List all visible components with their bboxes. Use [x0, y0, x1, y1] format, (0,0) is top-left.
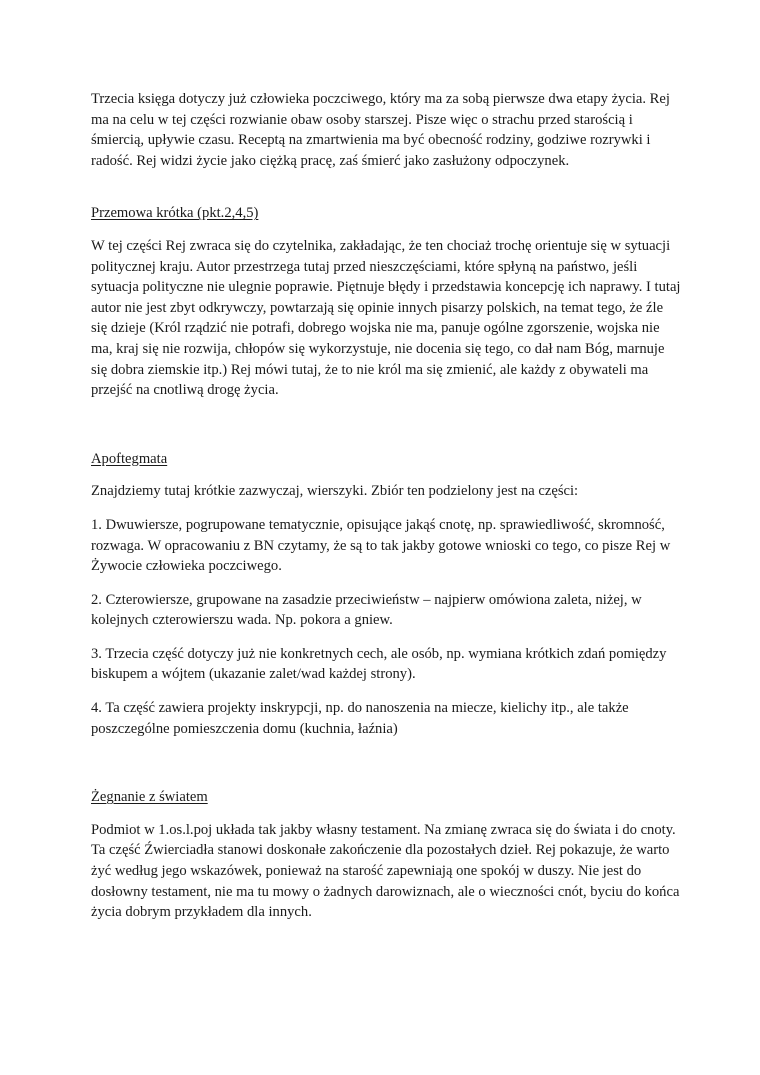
document-body [91, 89, 681, 936]
section-paragraph: Znajdziemy tutaj krótkie zazwyczaj, wierszyki. Zbiór ten podzielony jest na części: [91, 483, 579, 500]
section-paragraph: Podmiot w 1.os.l.poj układa tak jakby własny testament. Na zmianę zwraca się do świata i do cnoty. Ta część Źwierciadła stanowi doskonałe zakończenie dla pozostałych dzieł. Rej pokazuje, że warto żyć według jego wskazówek, ponieważ na starość zapewniają one spokój w duszy. Nie jest do dosłowny testament, nie ma tu mowy o żadnych darowiznach, ale o wieczności cnót, byciu do końca życia dobrym przykładem dla innych. [91, 821, 680, 921]
intro-paragraph: Trzecia księga dotyczy już człowieka poczciwego, który ma za sobą pierwsze dwa etapy życia. Rej ma na celu w tej części rozwianie obaw osoby starszej. Pisze więc o strachu przed starością i śmiercią, upływie czasu. Receptą na zmartwienia ma być obecność rodziny, godziwe rozrywki i radość. Rej widzi życie jako ciężką pracę, zaś śmierć jako zasłużony odpoczynek. [91, 91, 670, 169]
section-paragraph: W tej części Rej zwraca się do czytelnika, zakładając, że ten chociaż trochę orientuje się w sytuacji politycznej kraju. Autor przestrzega tutaj przed nieszczęściami, które spłyną na państwo, jeśli sytuacja polityczne nie ulegnie poprawie. Piętnuje błędy i przedstawia koncepcję ich naprawy. I tutaj autor nie jest zbyt odkrywczy, powtarzają się opinie innych pisarzy polskich, na temat tego, że źle się dzieje (Król rządzić nie potrafi, dobrego wojska nie ma, panuje ogólne zgorszenie, wojska nie ma, kraj się nie rozwija, chłopów się wykorzystuje, nie docenia się tego, co dał nam Bóg, marnuje się dobra ziemskie itp.) Rej mówi tutaj, że to nie król ma się zmienić, ale każdy z obywateli ma przejść na cnotliwą drogę życia. [91, 237, 681, 399]
section-przemowa [91, 203, 681, 400]
spacer [91, 414, 681, 449]
list-paragraph-3: 3. Trzecia część dotyczy już nie konkretnych cech, ale osób, np. wymiana krótkich zdań pomiędzy biskupem a wójtem (ukazanie zalet/wad każdej strony). [91, 645, 667, 683]
spacer [91, 752, 681, 787]
section-heading: Przemowa krótka (pkt.2,4,5) [91, 205, 259, 222]
section-heading: Żegnanie z światem [91, 789, 208, 806]
list-paragraph-2: 2. Czterowiersze, grupowane na zasadzie przeciwieństw – najpierw omówiona zaleta, niżej, w kolejnych czterowierszu wada. Np. pokora a gniew. [91, 591, 642, 629]
list-paragraph-1: 1. Dwuwiersze, pogrupowane tematycznie, opisujące jakąś cnotę, np. sprawiedliwość, skromność, rozwaga. W opracowaniu z BN czytamy, że są to tak jakby gotowe wnioski co tego, co pisze Rej w Żywocie człowieka poczciwego. [91, 516, 671, 575]
section-apoftegmata [91, 449, 681, 740]
section-zegnanie [91, 787, 681, 923]
spacer [91, 184, 681, 203]
list-paragraph-4: 4. Ta część zawiera projekty inskrypcji, np. do nanoszenia na miecze, kielichy itp., ale także poszczególne pomieszczenia domu (kuchnia, łaźnia) [91, 700, 629, 737]
section-heading: Apoftegmata [91, 450, 168, 467]
